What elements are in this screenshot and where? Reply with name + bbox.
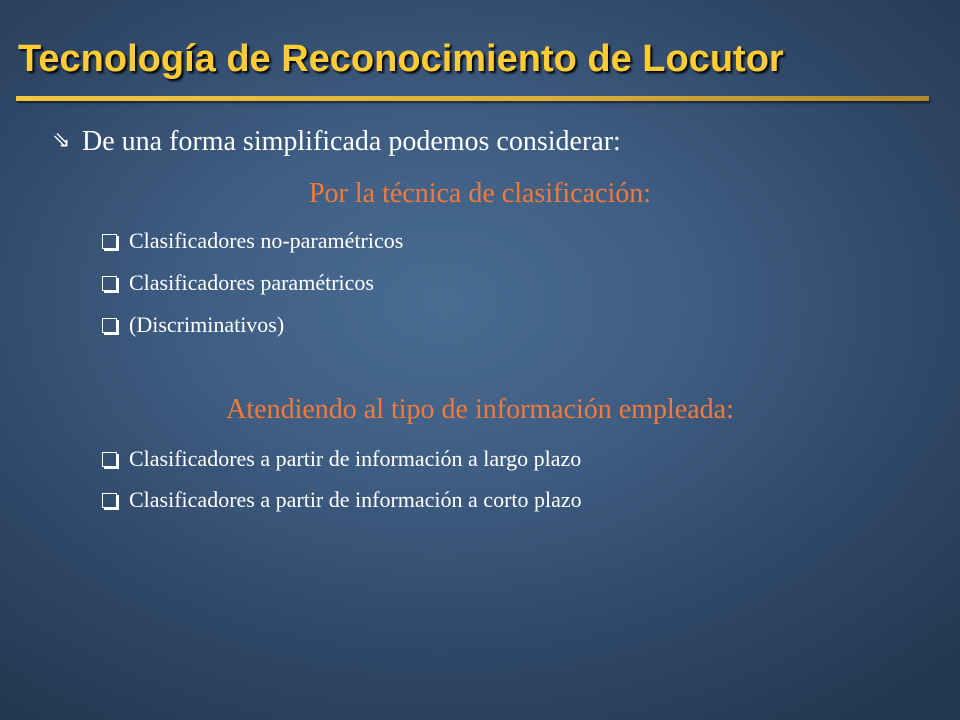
list-item-label: Clasificadores paramétricos [129, 270, 374, 295]
arrow-bullet-icon: ⇘ [52, 128, 71, 153]
section-heading-classification: Por la técnica de clasificación: [308, 178, 652, 209]
list-item [102, 228, 403, 254]
list-item [102, 312, 284, 338]
slide-title: Tecnología de Reconocimiento de Locutor [18, 38, 784, 80]
checkbox-bullet-icon [102, 452, 117, 467]
title-underline [16, 96, 929, 101]
checkbox-bullet-icon [102, 318, 117, 333]
checkbox-bullet-icon [102, 493, 117, 508]
list-item-label: Clasificadores a partir de información a corto plazo [129, 487, 582, 512]
lead-text: De una forma simplificada podemos considerar: [82, 126, 621, 157]
list-item [102, 487, 582, 513]
checkbox-bullet-icon [102, 276, 117, 291]
list-item-label: Clasificadores no-paramétricos [129, 228, 404, 253]
checkbox-bullet-icon [102, 234, 117, 249]
lead-line [52, 126, 621, 158]
list-item-label: Clasificadores a partir de información a largo plazo [129, 446, 582, 471]
list-item [102, 270, 374, 296]
list-item [102, 446, 581, 472]
list-item-label: (Discriminativos) [129, 312, 285, 337]
section-heading-information-type: Atendiendo al tipo de información empleada: [226, 394, 734, 425]
